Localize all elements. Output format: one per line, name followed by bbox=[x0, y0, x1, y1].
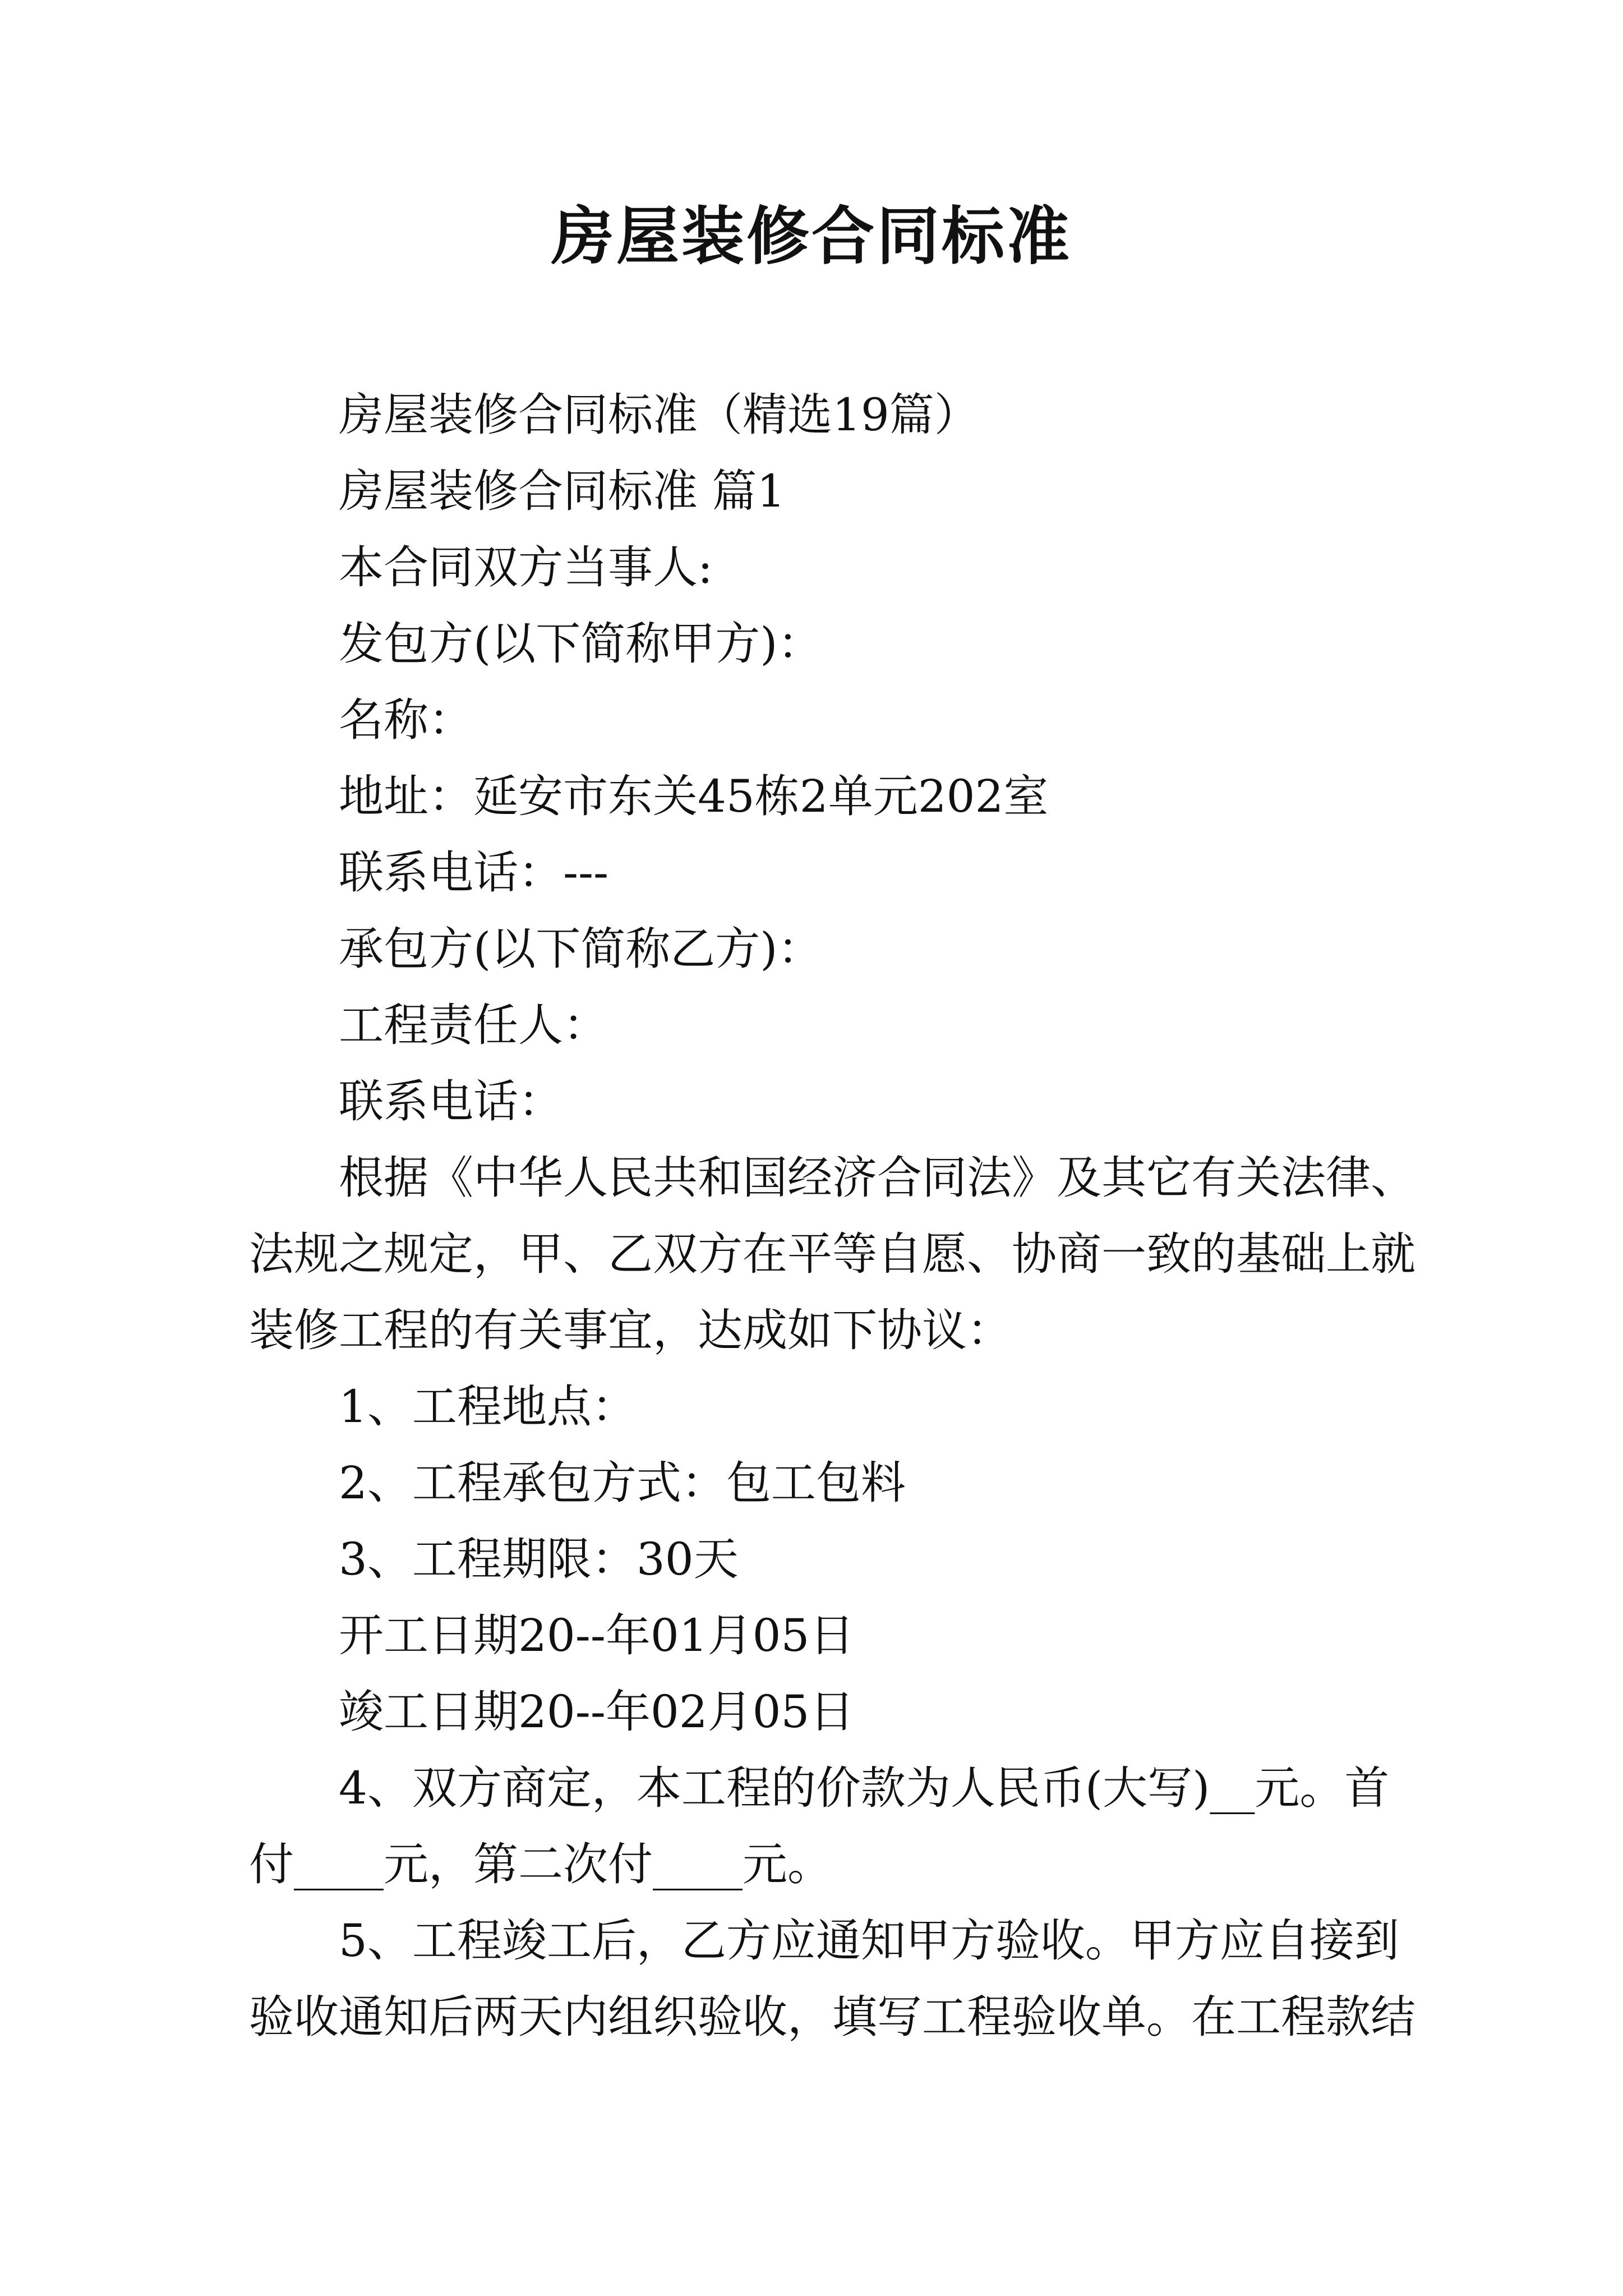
doc-line-4: 发包方(以下简称甲方)： bbox=[339, 618, 823, 670]
doc-line-5: 名称： bbox=[339, 694, 473, 746]
doc-line-20: 付____元，第二次付____元。 bbox=[249, 1838, 832, 1890]
doc-line-3: 本合同双方当事人: bbox=[339, 541, 713, 593]
doc-line-19: 4、双方商定，本工程的价款为人民币(大写)__元。首 bbox=[339, 1762, 1390, 1814]
doc-line-12: 法规之规定，甲、乙双方在平等自愿、协商一致的基础上就 bbox=[249, 1228, 1415, 1280]
doc-line-2: 房屋装修合同标准 篇1 bbox=[339, 465, 786, 517]
doc-line-21: 5、工程竣工后，乙方应通知甲方验收。甲方应自接到 bbox=[339, 1915, 1399, 1967]
doc-line-13: 装修工程的有关事宜，达成如下协议： bbox=[249, 1304, 1012, 1356]
doc-line-17: 开工日期20--年01月05日 bbox=[339, 1609, 855, 1662]
doc-line-1: 房屋装修合同标准（精选19篇） bbox=[339, 389, 979, 441]
doc-line-10: 联系电话： bbox=[339, 1075, 563, 1128]
doc-line-7: 联系电话：--- bbox=[339, 846, 609, 899]
doc-line-15: 2、工程承包方式：包工包料 bbox=[339, 1457, 906, 1509]
document-body bbox=[249, 377, 1415, 2055]
doc-line-22: 验收通知后两天内组织验收，填写工程验收单。在工程款结 bbox=[249, 1991, 1415, 2043]
doc-line-18: 竣工日期20--年02月05日 bbox=[339, 1686, 855, 1738]
document-title: 房屋装修合同标准 bbox=[551, 200, 1072, 273]
doc-line-6: 地址：延安市东关45栋2单元202室 bbox=[339, 770, 1049, 822]
doc-line-9: 工程责任人： bbox=[339, 999, 608, 1051]
doc-line-8: 承包方(以下简称乙方)： bbox=[339, 923, 823, 975]
doc-line-14: 1、工程地点： bbox=[339, 1381, 637, 1433]
doc-line-11: 根据《中华人民共和国经济合同法》及其它有关法律、 bbox=[339, 1152, 1415, 1204]
doc-line-16: 3、工程期限：30天 bbox=[339, 1533, 739, 1585]
